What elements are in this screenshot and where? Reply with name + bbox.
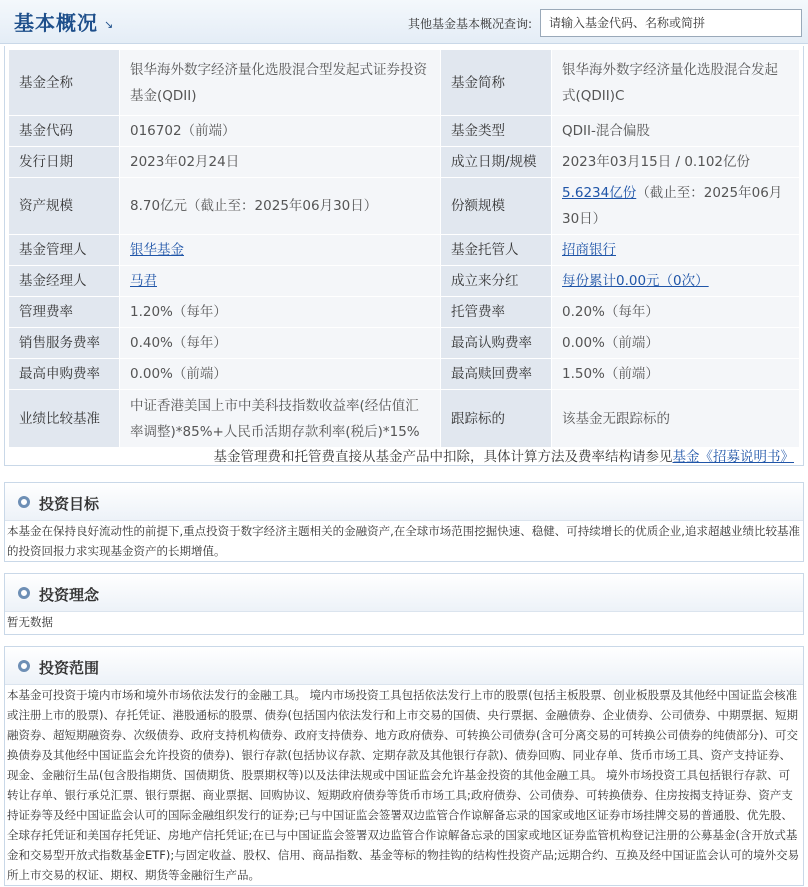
sales-fee-value: 0.40%（每年） (120, 328, 441, 359)
page-header (0, 0, 808, 44)
prospectus-link[interactable]: 基金《招募说明书》 (672, 449, 794, 465)
custodian-label: 基金托管人 (441, 235, 552, 266)
manager-company-link[interactable]: 银华基金 (130, 242, 184, 258)
sales-fee-label: 销售服务费率 (9, 328, 120, 359)
circle-bullet-icon (18, 660, 30, 672)
share-size-link[interactable]: 5.6234亿份 (562, 185, 637, 201)
short-name-label: 基金简称 (441, 50, 552, 116)
full-name-value: 银华海外数字经济量化选股混合型发起式证券投资基金(QDII) (120, 50, 441, 116)
asset-label: 资产规模 (9, 178, 120, 235)
establish-label: 成立日期/规模 (441, 147, 552, 178)
benchmark-label: 业绩比较基准 (9, 390, 120, 448)
page-title: 基本概况 (14, 11, 98, 35)
benchmark-value: 中证香港美国上市中美科技指数收益率(经估值汇率调整)*85%+人民币活期存款利率(税后)*15% (120, 390, 441, 448)
section-title: 投资范围 (39, 659, 100, 677)
manager-company-value (120, 235, 441, 266)
section-title: 投资目标 (39, 495, 100, 513)
full-name-label: 基金全称 (9, 50, 120, 116)
fee-note-text: 基金管理费和托管费直接从基金产品中扣除，具体计算方法及费率结构请参见 (213, 449, 673, 465)
dividend-link[interactable]: 每份累计0.00元（0次） (562, 273, 709, 289)
custody-fee-label: 托管费率 (441, 297, 552, 328)
section-body: 本基金可投资于境内市场和境外市场依法发行的金融工具。 境内市场投资工具包括依法发行上市的股票(包括主板股票、创业板股票及其他经中国证监会核准或注册上市的股票)、存托凭证、港股通标的股票、债券(包括国内依法发行和上市交易的国债、央行票据、金融债券、企业债券、公司债券、中期票据、短期融资券、超短期融资券、次级债券、政府支持机构债券、政府支持债券、地方政府债券、可转换公司债券(含可分离交易的可转换公司债券的纯债部分)、可交换债券及其他经中国证监会允许投资的债券)、银行存款(包括协议存款、定期存款及其他银行存款)、债券回购、同业存单、货币市场工具、资产支持证券、现金、金融衍生品(包含股指期货、国债期货、股票期权等)以及法律法规或中国证监会允许基金投资的其他金融工具。 境外市场投资工具包括银行存款、可转让存单、银行承兑汇票、银行票据、商业票据、回购协议、短期政府债券等货币市场工具;政府债券、公司债券、可转换债券、住房按揭支持证券、资产支持证券等及经中国证监会认可的国际金融组织发行的证券;已与中国证监会签署双边监管合作谅解备忘录的国家或地区证券市场挂牌交易的普通股、优先股、全球存托凭证和美国存托凭证、房地产信托凭证;在已与中国证监会签署双边监管合作谅解备忘录的国家或地区证券监管机构登记注册的公募基金(含开放式基金和交易型开放式指数基金ETF);与固定收益、股权、信用、商品指数、基金等标的物挂钩的结构性投资产品;远期合约、互换及经中国证监会认可的境外交易所上市交易的权证、期权、期货等金融衍生产品。 (7, 688, 800, 882)
dividend-value (552, 266, 800, 297)
manager-company-label: 基金管理人 (9, 235, 120, 266)
custody-fee-value: 0.20%（每年） (552, 297, 800, 328)
section-header (5, 483, 803, 521)
fund-info-table (8, 49, 800, 448)
tracking-value: 该基金无跟踪标的 (552, 390, 800, 448)
section-header (5, 574, 803, 612)
max-redeem-label: 最高赎回费率 (441, 359, 552, 390)
short-name-value: 银华海外数字经济量化选股混合发起式(QDII)C (552, 50, 800, 116)
fee-note (214, 445, 795, 465)
share-size-suffix: （截止至：2025年06月30日） (562, 185, 783, 227)
search-label: 其他基金基本概况查询: (408, 17, 533, 31)
fund-search-input[interactable] (540, 9, 802, 37)
issue-date-label: 发行日期 (9, 147, 120, 178)
custodian-value (552, 235, 800, 266)
manager-value (120, 266, 441, 297)
manager-link[interactable]: 马君 (130, 273, 157, 289)
code-value: 016702（前端） (120, 116, 441, 147)
section-investment-goal (4, 482, 804, 562)
establish-value: 2023年03月15日 / 0.102亿份 (552, 147, 800, 178)
mgmt-fee-label: 管理费率 (9, 297, 120, 328)
code-label: 基金代码 (9, 116, 120, 147)
circle-bullet-icon (18, 496, 30, 508)
circle-bullet-icon (18, 587, 30, 599)
share-value (552, 178, 800, 235)
max-sub-label: 最高认购费率 (441, 328, 552, 359)
section-investment-philosophy (4, 573, 804, 635)
max-redeem-value: 1.50%（前端） (552, 359, 800, 390)
section-investment-scope (4, 646, 804, 886)
tracking-label: 跟踪标的 (441, 390, 552, 448)
issue-date-value: 2023年02月24日 (120, 147, 441, 178)
section-title: 投资理念 (39, 586, 100, 604)
dividend-label: 成立来分红 (441, 266, 552, 297)
custodian-link[interactable]: 招商银行 (562, 242, 616, 258)
fund-info-panel (4, 46, 804, 466)
asset-value: 8.70亿元（截止至：2025年06月30日） (120, 178, 441, 235)
share-label: 份额规模 (441, 178, 552, 235)
section-body: 暂无数据 (7, 615, 53, 629)
section-header (5, 647, 803, 685)
max-purchase-value: 0.00%（前端） (120, 359, 441, 390)
manager-label: 基金经理人 (9, 266, 120, 297)
type-label: 基金类型 (441, 116, 552, 147)
expand-arrow-icon[interactable]: ↘ (104, 18, 114, 31)
max-purchase-label: 最高申购费率 (9, 359, 120, 390)
max-sub-value: 0.00%（前端） (552, 328, 800, 359)
mgmt-fee-value: 1.20%（每年） (120, 297, 441, 328)
type-value: QDII-混合偏股 (552, 116, 800, 147)
section-body: 本基金在保持良好流动性的前提下,重点投资于数字经济主题相关的金融资产,在全球市场范围挖掘快速、稳健、可持续增长的优质企业,追求超越业绩比较基准的投资回报力求实现基金资产的长期增值。 (7, 524, 800, 558)
